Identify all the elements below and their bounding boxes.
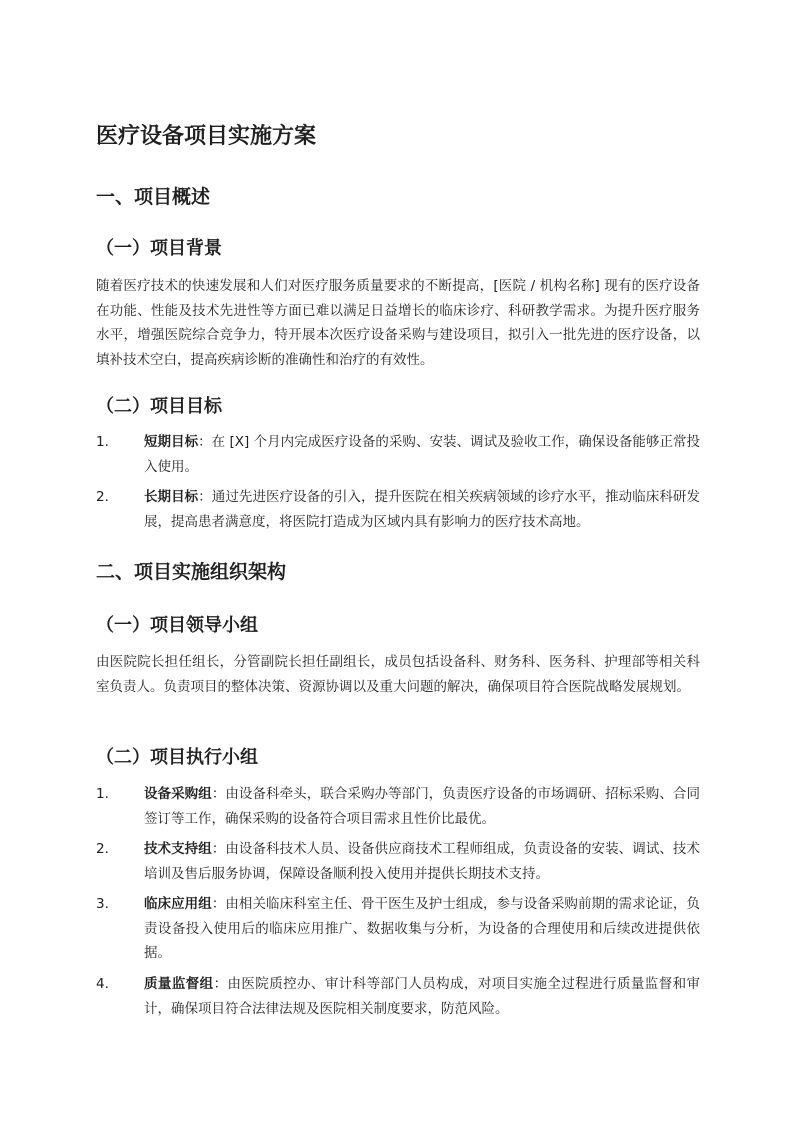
section-heading-overview: 一、项目概述 [96,186,211,208]
list-item-body [144,837,700,886]
list-item-term: 质量监督组 [144,976,214,992]
list-number: 2. [96,489,109,505]
background-paragraph: 随着医疗技术的快速发展和人们对医疗服务质量要求的不断提高，[医院 / 机构名称] 现有的医疗设备在功能、性能及技术先进性等方面已难以满足日益增长的临床诊疗、科研教学需求。为提升医疗服务水平，增强医院综合竞争力，特开展本次医疗设备采购与建设项目，拟引入一批先进的医疗设备，以填补技术空白，提高疾病诊断的准确性和治疗的有效性。 [96,278,700,368]
section-heading-organization: 二、项目实施组织架构 [96,561,287,583]
subsection-heading-leadership: （一）项目领导小组 [96,615,258,636]
list-item-body [144,485,700,534]
list-item-text: ：在 [X] 个月内完成医疗设备的采购、安装、调试及验收工作，确保设备能够正常投入使用。 [144,434,701,475]
list-item-term: 设备采购组 [144,786,212,802]
list-number: 1. [96,434,109,450]
list-number: 2. [96,841,109,857]
list-item-body [144,972,700,1021]
list-item-text: ：由设备科牵头，联合采购办等部门，负责医疗设备的市场调研、招标采购、合同签订等工作，确保采购的设备符合项目需求且性价比最优。 [144,786,700,827]
leadership-paragraph: 由医院院长担任组长，分管副院长担任副组长，成员包括设备科、财务科、医务科、护理部等相关科室负责人。负责项目的整体决策、资源协调以及重大问题的解决，确保项目符合医院战略发展规划。 [96,654,700,695]
list-item-text: ：由医院质控办、审计科等部门人员构成，对项目实施全过程进行质量监督和审计，确保项目符合法律法规及医院相关制度要求，防范风险。 [144,976,701,1017]
list-number: 1. [96,786,109,802]
list-item-term: 技术支持组 [144,841,212,857]
list-item-text: ：通过先进医疗设备的引入，提升医院在相关疾病领域的诊疗水平，推动临床科研发展，提高患者满意度，将医院打造成为区域内具有影响力的医疗技术高地。 [144,489,700,530]
list-item-term: 短期目标 [144,434,199,450]
document-title: 医疗设备项目实施方案 [96,124,317,149]
list-item-body [144,782,700,831]
list-item-term: 长期目标 [144,489,199,505]
subsection-heading-execution: （二）项目执行小组 [96,747,258,768]
list-item-text: ：由设备科技术人员、设备供应商技术工程师组成，负责设备的安装、调试、技术培训及售后服务协调，保障设备顺利投入使用并提供长期技术支持。 [144,841,700,882]
list-item-term: 临床应用组 [144,896,212,912]
list-item-body [144,892,700,966]
list-item-text: ：由相关临床科室主任、骨干医生及护士组成，参与设备采购前期的需求论证，负责设备投入使用后的临床应用推广、数据收集与分析，为设备的合理使用和后续改进提供依据。 [144,896,700,961]
subsection-heading-background: （一）项目背景 [96,238,222,259]
list-number: 3. [96,896,109,912]
list-item-body [144,430,700,479]
subsection-heading-goals: （二）项目目标 [96,396,222,417]
list-number: 4. [96,976,109,992]
